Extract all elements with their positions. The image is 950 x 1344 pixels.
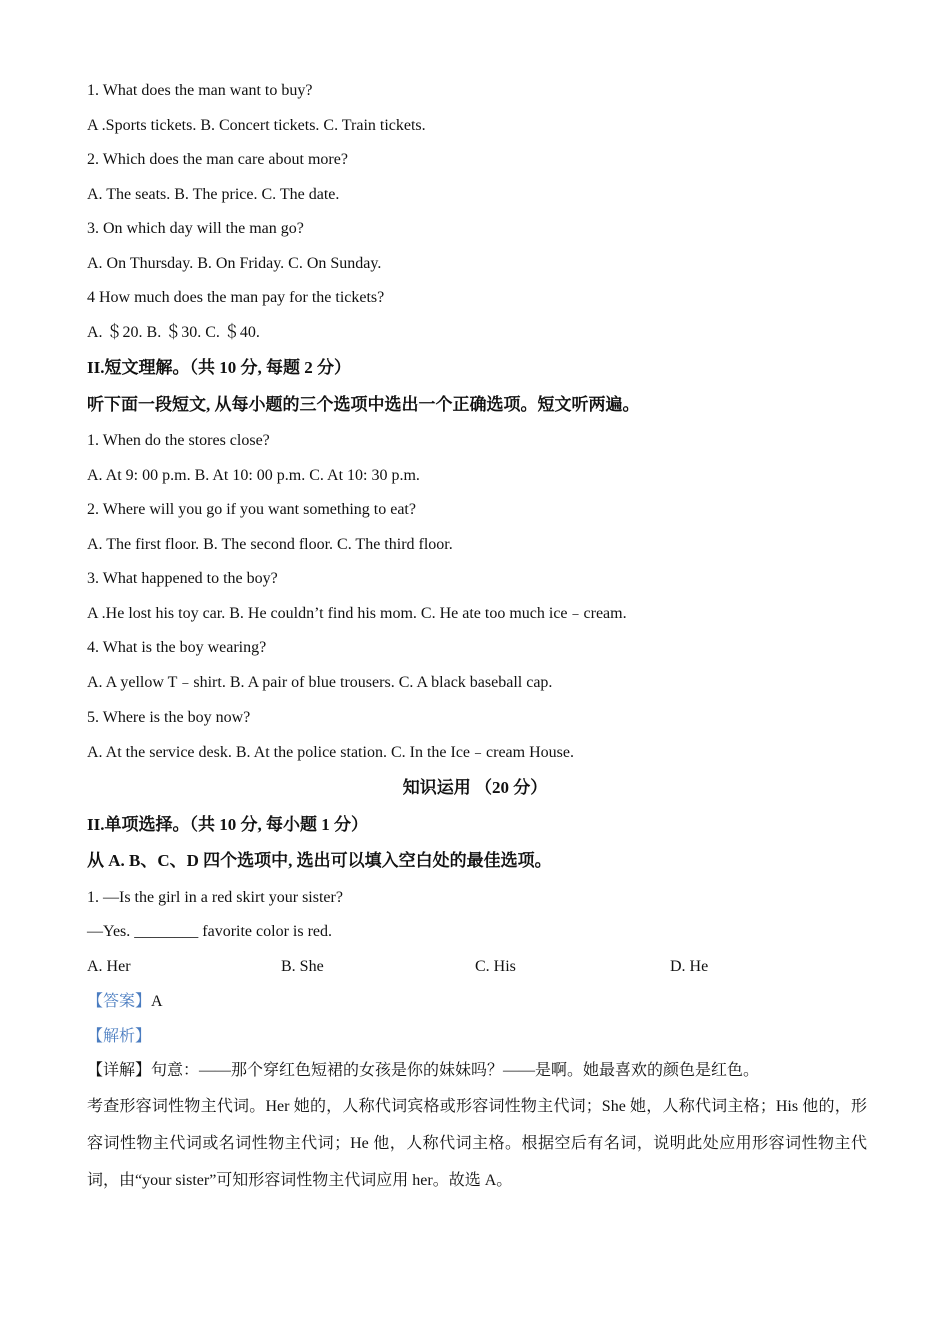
question-text: 1. What does the man want to buy? — [87, 82, 313, 99]
question-text: 4. What is the boy wearing? — [87, 639, 267, 656]
answer-tag: 【答案】 — [87, 993, 152, 1010]
section-instruction: 从 A. B、C、D 四个选项中, 选出可以填入空白处的最佳选项。 — [87, 851, 552, 870]
question-options: A .Sports tickets. B. Concert tickets. C. Train tickets. — [87, 117, 426, 134]
answer-value: A — [151, 993, 163, 1010]
question-text: 1. —Is the girl in a red skirt your sister? — [87, 889, 343, 906]
question-options: A. A yellow T﹣shirt. B. A pair of blue trousers. C. A black baseball cap. — [87, 674, 553, 691]
section-instruction: 听下面一段短文, 从每小题的三个选项中选出一个正确选项。短文听两遍。 — [87, 395, 640, 414]
analysis-label: 【解析】 — [87, 1028, 152, 1045]
question-options: A. The seats. B. The price. C. The date. — [87, 186, 340, 203]
question-options: A. At 9: 00 p.m. B. At 10: 00 p.m. C. At 10: 30 p.m. — [87, 467, 420, 484]
option-a: A. Her — [87, 958, 131, 975]
question-text: 5. Where is the boy now? — [87, 709, 251, 726]
option-b: B. She — [281, 958, 324, 975]
question-options: A. At the service desk. B. At the police station. C. In the Ice﹣cream House. — [87, 744, 574, 761]
section-heading: II.单项选择。（共 10 分, 每小题 1 分） — [87, 815, 368, 834]
option-d: D. He — [670, 958, 709, 975]
question-text: 4 How much does the man pay for the tickets? — [87, 289, 385, 306]
answer-line — [87, 992, 163, 1012]
section-heading: II.短文理解。（共 10 分, 每题 2 分） — [87, 358, 351, 377]
question-options: A. On Thursday. B. On Friday. C. On Sunday. — [87, 255, 382, 272]
question-text: 3. What happened to the boy? — [87, 570, 278, 587]
analysis-tag — [87, 1027, 151, 1047]
question-text: 2. Which does the man care about more? — [87, 151, 348, 168]
explanation-paragraph: 考查形容词性物主代词。Her 她的，人称代词宾格或形容词性物主代词；She 她，人称代词主格；His 他的，形容词性物主代词或名词性物主代词；He 他，人称代词主格。根据空后有名词，说明此处应用形容词性物主代词，由“your sister”可知形容词性物主代词应用 her。故选 A。 — [87, 1098, 867, 1189]
option-c: C. His — [475, 958, 516, 975]
question-options: A. ＄20. B. ＄30. C. ＄40. — [87, 324, 260, 341]
question-options: A .He lost his toy car. B. He couldn’t find his mom. C. He ate too much ice﹣cream. — [87, 605, 627, 622]
question-text: 2. Where will you go if you want something to eat? — [87, 501, 416, 518]
question-text: —Yes. ________ favorite color is red. — [87, 923, 333, 940]
question-text: 1. When do the stores close? — [87, 432, 270, 449]
part-title: 知识运用 （20 分） — [402, 778, 548, 797]
question-text: 3. On which day will the man go? — [87, 220, 304, 237]
question-options: A. The first floor. B. The second floor. C. The third floor. — [87, 536, 453, 553]
detail-line: 【详解】句意：——那个穿红色短裙的女孩是你的妹妹吗？——是啊。她最喜欢的颜色是红色。 — [87, 1062, 760, 1079]
